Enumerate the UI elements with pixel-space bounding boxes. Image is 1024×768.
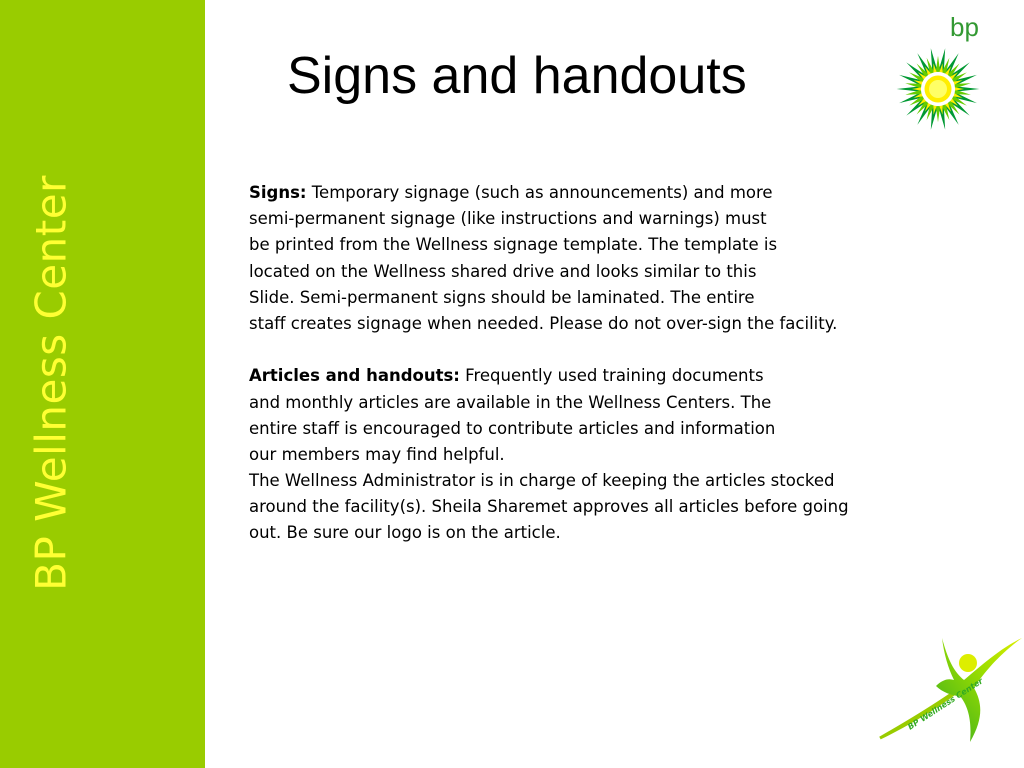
signs-line: staff creates signage when needed. Please do not over-sign the facility.: [249, 313, 838, 333]
sidebar-title: BP Wellness Center: [26, 175, 76, 591]
signs-line: located on the Wellness shared drive and looks similar to this: [249, 261, 757, 281]
bp-wordmark: bp: [950, 12, 979, 42]
bp-helios-logo-icon: [893, 44, 983, 134]
wellness-logo-text: BP Wellness Center: [906, 676, 985, 732]
signs-heading: Signs:: [249, 183, 307, 202]
articles-line: around the facility(s). Sheila Sharemet approves all articles before going: [249, 497, 849, 517]
signs-line: be printed from the Wellness signage template. The template is: [249, 235, 778, 255]
body-text: [249, 180, 909, 547]
articles-line: out. Be sure our logo is on the article.: [249, 523, 561, 543]
signs-line: Signs: Temporary signage (such as announcements) and more: [249, 183, 773, 202]
page-title: Signs and handouts: [287, 47, 747, 105]
articles-line: our members may find helpful.: [249, 444, 505, 464]
articles-line: entire staff is encouraged to contribute articles and information: [249, 418, 776, 438]
signs-line: Slide. Semi-permanent signs should be laminated. The entire: [249, 287, 755, 307]
articles-line: and monthly articles are available in the Wellness Centers. The: [249, 392, 772, 412]
wellness-runner-logo-icon: [872, 630, 1024, 745]
sidebar: [0, 0, 205, 768]
signs-line: semi-permanent signage (like instructions and warnings) must: [249, 209, 767, 229]
articles-line: The Wellness Administrator is in charge of keeping the articles stocked: [249, 471, 835, 491]
articles-line: Articles and handouts: Frequently used training documents: [249, 366, 764, 386]
paragraph-gap: [249, 337, 909, 363]
articles-heading: Articles and handouts:: [249, 366, 460, 386]
